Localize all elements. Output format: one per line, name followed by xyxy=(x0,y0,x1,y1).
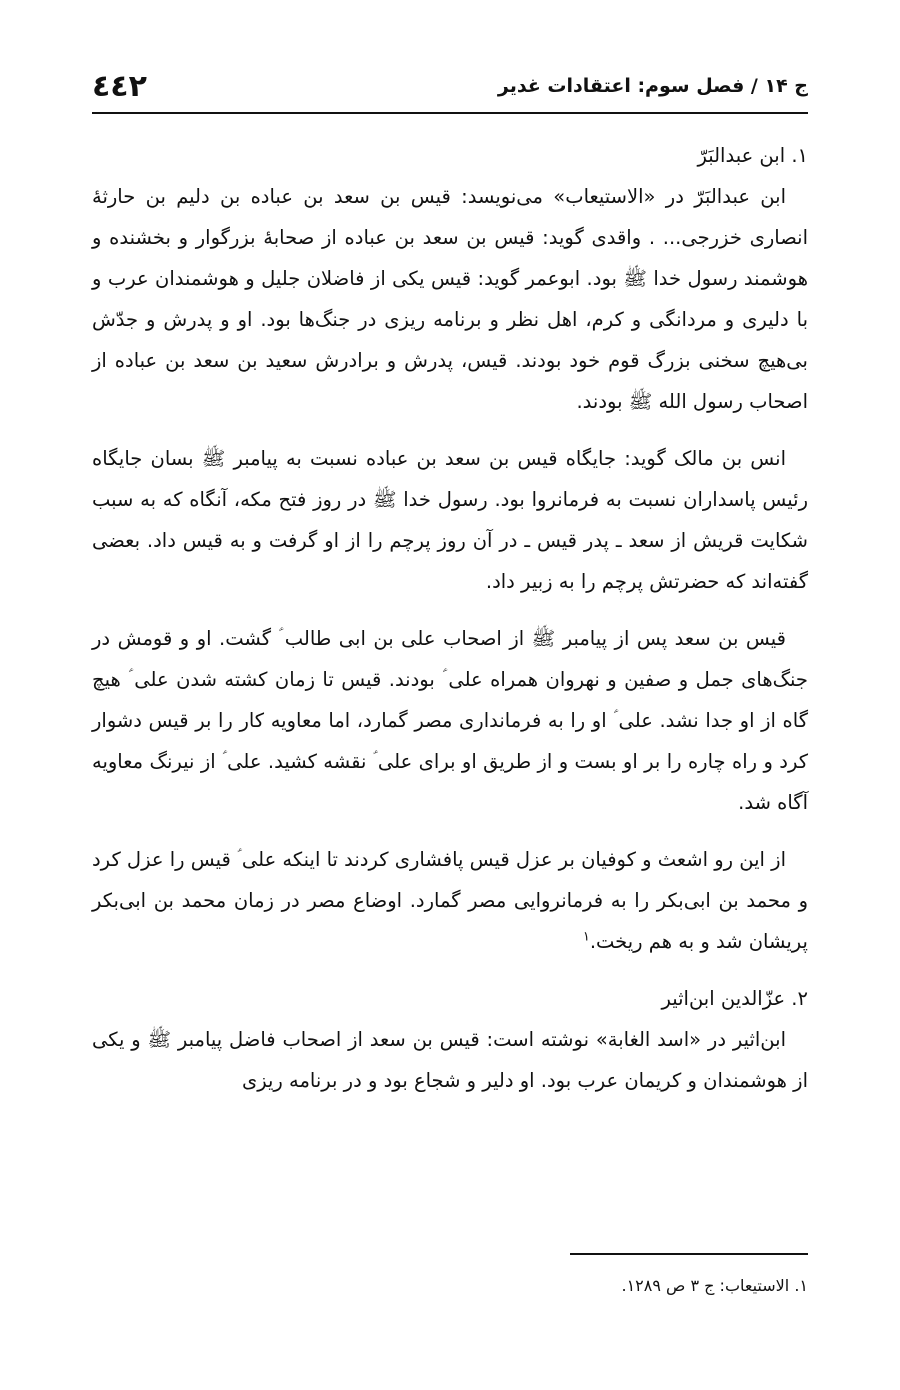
section-heading-ibn-athir: ۲. عزّالدین ابن‌اثیر xyxy=(661,987,808,1010)
page-body xyxy=(92,135,808,1117)
paragraph: انس بن مالک گوید: جایگاه قیس بن سعد بن عباده نسبت به پیامبر ﷺ بسان جایگاه رئیس پاسداران نسبت به فرمانروا بود. رسول خدا ﷺ در روز فتح مکه، آنگاه که به سبب شکایت قریش از سعد ـ پدر قیس ـ در آن روز پرچم را از او گرفت و به قیس داد. بعضی گفته‌اند که حضرتش پرچم را به زبیر داد. xyxy=(92,447,808,593)
paragraph: ابن عبدالبَرّ در «الاستیعاب» می‌نویسد: قیس بن سعد بن عباده بن دلیم بن حارثهٔ انصاری خزرجی... . واقدی گوید: قیس بن سعد بن عباده از صحابهٔ بزرگوار و بخشنده و هوشمند رسول خدا ﷺ بود. ابوعمر گوید: قیس یکی از فاضلان جلیل و هوشمندان عرب و با دلیری و مردانگی و کرم، اهل نظر و برنامه ریزی در جنگ‌ها بود. او و پدرش و جدّش بی‌هیچ سخنی بزرگ قوم خود بودند. قیس، پدرش و برادرش سعید بن سعد بن عباده از اصحاب رسول الله ﷺ بودند. xyxy=(92,185,808,413)
paragraph: ابن‌اثیر در «اسد الغابة» نوشته است: قیس بن سعد از اصحاب فاضل پیامبر ﷺ و یکی از هوشمندان و کریمان عرب بود. او دلیر و شجاع بود و در برنامه ریزی xyxy=(92,1028,808,1092)
footnote-divider xyxy=(570,1253,808,1255)
page-number: ٤٤٢ xyxy=(92,68,147,104)
section-heading-ibn-abd-al-barr: ۱. ابن عبدالبَرّ xyxy=(697,144,808,167)
running-title: ج ۱۴ / فصل سوم: اعتقادات غدیر xyxy=(497,75,808,97)
footnote: ۱. الاستیعاب: ج ۳ ص ۱۲۸۹. xyxy=(621,1276,808,1295)
paragraph-with-footnote xyxy=(92,839,808,962)
paragraph: قیس بن سعد پس از پیامبر ﷺ از اصحاب علی بن ابی طالب ؑ گشت. او و قومش در جنگ‌های جمل و صفین و نهروان همراه علی ؑ بودند. قیس تا زمان کشته شدن علی ؑ هیچ گاه از او جدا نشد. علی ؑ او را به فرمانداری مصر گمارد، اما معاویه کار را بر قیس دشوار کرد و راه چاره را بر او بست و از طریق او برای علی ؑ نقشه کشید. علی ؑ از نیرنگ معاویه آگاه شد. xyxy=(92,627,808,814)
footnote-reference[interactable]: ۱ xyxy=(582,929,590,945)
paragraph-text: از این رو اشعث و کوفیان بر عزل قیس پافشاری کردند تا اینکه علی ؑ قیس را عزل کرد و محمد بن ابی‌بکر را به فرمانروایی مصر گمارد. اوضاع مصر در زمان محمد بن ابی‌بکر پریشان شد و به هم ریخت. xyxy=(92,848,808,953)
page-header xyxy=(92,60,808,114)
